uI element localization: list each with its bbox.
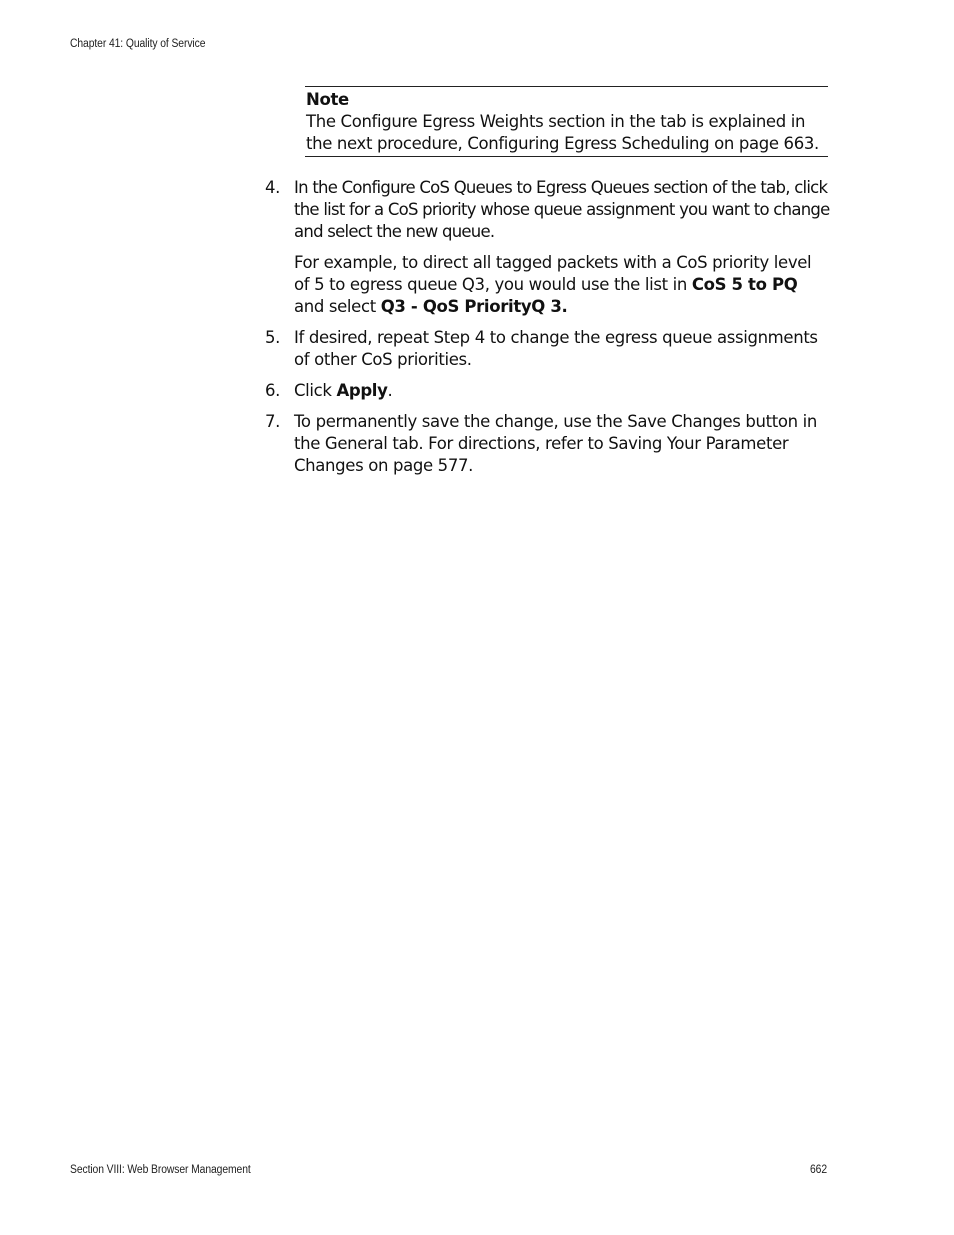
step-text: In the Configure CoS Queues to Egress Queues section of the tab, click the list for a CoS priority whose queue assignment you want to change and select the new queue. (294, 178, 830, 241)
step-text (294, 380, 830, 402)
step-number: 4. (265, 178, 281, 197)
page-number: 662 (810, 1164, 828, 1176)
step-example (294, 252, 830, 318)
note-box (305, 86, 828, 157)
step-5 (265, 327, 830, 371)
step-4 (265, 177, 830, 318)
step-number: 5. (265, 328, 281, 347)
procedure-steps (265, 177, 830, 486)
step-text: To permanently save the change, use the Save Changes button in the General tab. For directions, refer to Saving Your Parameter Changes on page 577. (294, 412, 817, 475)
step-7 (265, 411, 830, 477)
step-text: If desired, repeat Step 4 to change the egress queue assignments of other CoS priorities. (294, 328, 818, 369)
field-name-cos-5-to-pq: CoS 5 to PQ (691, 275, 798, 294)
note-body: The Configure Egress Weights section in the tab is explained in the next procedure, Configuring Egress Scheduling on page 663. (306, 112, 819, 153)
step-number: 6. (265, 381, 281, 400)
step-text-post: . (387, 381, 393, 400)
step-6 (265, 380, 830, 402)
note-title: Note (306, 90, 349, 109)
chapter-header: Chapter 41: Quality of Service (70, 38, 206, 50)
step-text-pre: Click (294, 381, 337, 400)
example-text: and select (294, 297, 381, 316)
step-number: 7. (265, 412, 281, 431)
option-name-q3: Q3 - QoS PriorityQ 3. (380, 297, 568, 316)
example-text: For example, to direct all tagged packets with a CoS priority level of 5 to egress queue Q3, you would use the list in (294, 253, 812, 294)
button-name-apply: Apply (336, 381, 388, 400)
section-footer: Section VIII: Web Browser Management (70, 1164, 251, 1176)
